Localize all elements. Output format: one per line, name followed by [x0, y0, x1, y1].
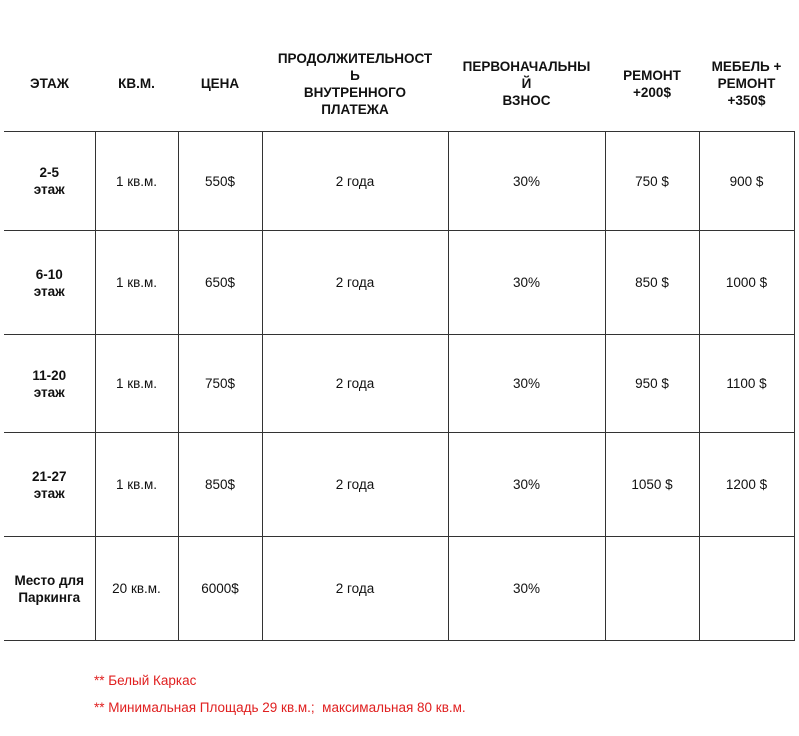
table-row [4, 132, 794, 231]
cell-price: 6000$ [178, 537, 262, 641]
cell-term: 2 года [262, 537, 448, 641]
cell-term: 2 года [262, 335, 448, 433]
floor-line: этаж [33, 182, 65, 197]
header-line: ЭТАЖ [30, 76, 69, 91]
floor-line: 11-20 [32, 367, 67, 383]
cell-renovation: 950 $ [605, 335, 699, 433]
footnotes [94, 672, 466, 726]
header-line: Ь [350, 67, 360, 83]
header-line: ПРОДОЛЖИТЕЛЬНОСТ [277, 50, 433, 66]
table-row [4, 231, 794, 335]
cell-furniture [699, 537, 794, 641]
header-line: ВНУТРЕННОГО [303, 84, 407, 100]
header-line: +350$ [727, 93, 766, 108]
footnote-white-frame: ** Белый Каркас [94, 673, 197, 688]
header-line: +200$ [633, 84, 671, 100]
header-price [178, 36, 262, 132]
table-row [4, 537, 794, 641]
cell-renovation: 1050 $ [605, 433, 699, 537]
price-table [4, 36, 795, 641]
cell-floor [4, 335, 95, 433]
cell-down-payment: 30% [448, 537, 605, 641]
cell-renovation [605, 537, 699, 641]
cell-renovation: 850 $ [605, 231, 699, 335]
cell-floor [4, 231, 95, 335]
cell-furniture: 1000 $ [699, 231, 794, 335]
header-line: ПЛАТЕЖА [321, 101, 389, 117]
header-line: КВ.М. [118, 76, 155, 91]
header-furniture [699, 36, 794, 132]
header-line: РЕМОНТ [717, 76, 776, 91]
header-term [262, 36, 448, 132]
header-line: ВЗНОС [502, 93, 551, 108]
cell-price: 750$ [178, 335, 262, 433]
cell-area: 1 кв.м. [95, 433, 178, 537]
cell-floor [4, 433, 95, 537]
table-row [4, 335, 794, 433]
header-area [95, 36, 178, 132]
cell-term: 2 года [262, 132, 448, 231]
cell-area: 1 кв.м. [95, 231, 178, 335]
cell-floor [4, 537, 95, 641]
floor-line: этаж [33, 485, 65, 501]
header-line: ЦЕНА [200, 76, 240, 91]
cell-down-payment: 30% [448, 433, 605, 537]
cell-term: 2 года [262, 433, 448, 537]
header-row [4, 36, 794, 132]
header-down-payment [448, 36, 605, 132]
header-floor [4, 36, 95, 132]
header-line: МЕБЕЛЬ + [711, 59, 782, 74]
header-line: Й [521, 76, 532, 91]
cell-furniture: 1100 $ [699, 335, 794, 433]
cell-area: 20 кв.м. [95, 537, 178, 641]
cell-area: 1 кв.м. [95, 335, 178, 433]
table-row [4, 433, 794, 537]
cell-price: 550$ [178, 132, 262, 231]
floor-line: 21-27 [31, 468, 67, 484]
floor-line: 2-5 [39, 165, 59, 180]
cell-furniture: 900 $ [699, 132, 794, 231]
cell-renovation: 750 $ [605, 132, 699, 231]
floor-line: Паркинга [18, 589, 81, 605]
floor-line: этаж [33, 384, 65, 400]
cell-area: 1 кв.м. [95, 132, 178, 231]
cell-down-payment: 30% [448, 335, 605, 433]
cell-furniture: 1200 $ [699, 433, 794, 537]
header-line: РЕМОНТ [623, 67, 681, 83]
floor-line: 6-10 [35, 266, 63, 282]
header-renovation [605, 36, 699, 132]
cell-down-payment: 30% [448, 132, 605, 231]
cell-floor [4, 132, 95, 231]
floor-line: этаж [33, 283, 65, 299]
cell-down-payment: 30% [448, 231, 605, 335]
footnote-area-range: ** Минимальная Площадь 29 кв.м.; максимальная 80 кв.м. [94, 700, 466, 715]
floor-line: Место для [14, 572, 85, 588]
cell-price: 850$ [178, 433, 262, 537]
cell-term: 2 года [262, 231, 448, 335]
cell-price: 650$ [178, 231, 262, 335]
header-line: ПЕРВОНАЧАЛЬНЫ [462, 59, 591, 74]
